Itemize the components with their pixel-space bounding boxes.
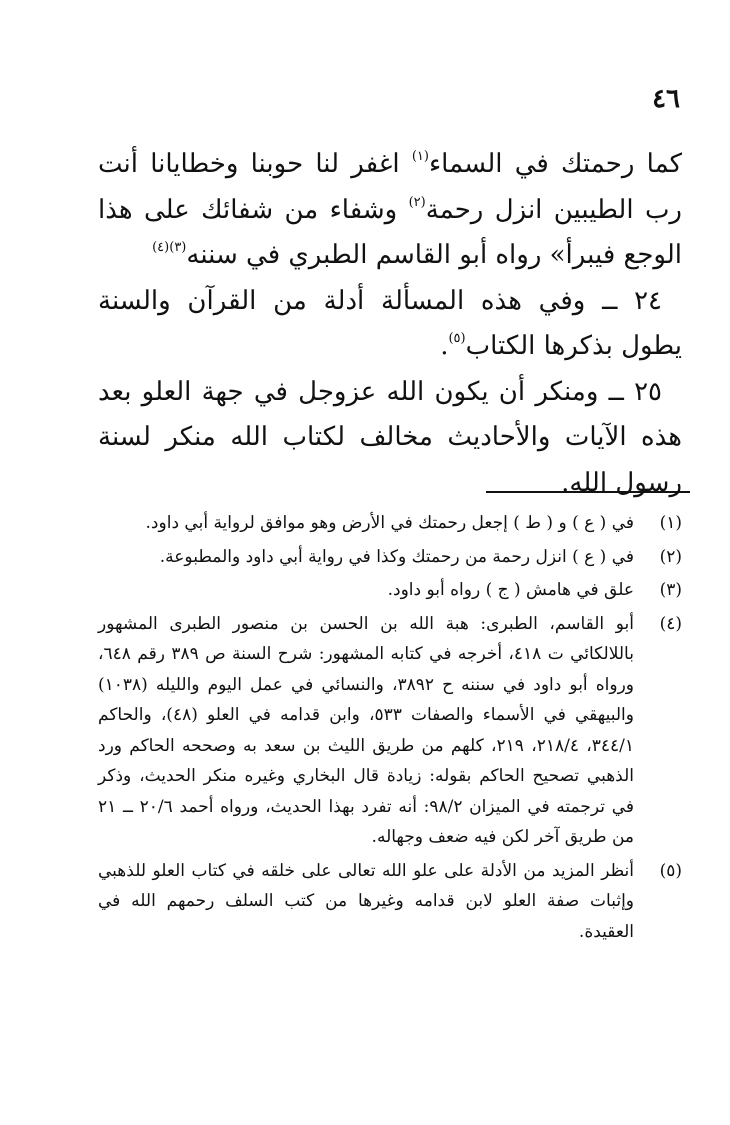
- paragraph-1-part-3: وشفاء من شفائك على هذا الوجع فيبرأ» رواه أبو القاسم الطبري في سننه: [98, 194, 682, 270]
- footnotes: [98, 508, 682, 950]
- paragraph-3-text: ٢٥ ــ ومنكر أن يكون الله عزوجل في جهة العلو بعد هذه الآيات والأحاديث مخالف لكتاب الله منكر لسنة رسول الله.: [98, 376, 682, 498]
- footnote-ref-2: (٢): [408, 194, 426, 210]
- paragraph-2-end: .: [440, 331, 449, 361]
- footnote-5: [98, 856, 682, 948]
- footnote-number: (٥): [659, 860, 682, 881]
- footnote-text: أنظر المزيد من الأدلة على علو الله تعالى على خلقه في كتاب العلو للذهبي وإثبات صفة العلو لابن قدامه وغيرها من كتب السلف رحمهم الله في العقيدة.: [98, 860, 634, 942]
- footnote-number: (٣): [659, 580, 682, 600]
- paragraph-2: [98, 279, 682, 370]
- paragraph-1-part-2: اغفر لنا حوبنا وخطايانا أنت رب الطيبين انزل رحمة: [98, 149, 682, 225]
- footnote-1: [98, 508, 682, 539]
- main-text: [98, 142, 682, 506]
- footnote-text: أبو القاسم، الطبرى: هبة الله بن الحسن بن منصور الطبرى المشهور باللالكائي ت ٤١٨، أخرجه في كتابه المشهور: شرح السنة ص ٣٨٩ رقم ٦٤٨، ورواه أبو داود في سننه ح ٣٨٩٢، والنسائي في عمل اليوم والليله (١٠٣٨) والبيهقي في الأسماء والصفات ٥٣٣، وابن قدامه في العلو (٤٨)، والحاكم ٣٤٤/١، ٢١٨/٤، ٢١٩، كلهم من طريق الليث بن سعد به وصححه الحاكم ورد الذهبي تصحيح الحاكم بقوله: زيادة قال البخاري وغيره منكر الحديث، وذكر في ترجمته في الميزان ٩٨/٢: أنه تفرد بهذا الحديث، ورواه أحمد ٢٠/٦ ــ ٢١ من طريق آخر لكن فيه ضعف وجهاله.: [98, 613, 635, 847]
- page-number: ٤٦: [652, 84, 680, 114]
- footnote-number: (١): [659, 513, 682, 533]
- footnote-text: علق في هامش ( ج ) رواه أبو داود.: [387, 580, 634, 600]
- footnote-number: (٢): [659, 546, 682, 567]
- paragraph-1-part-1: كما رحمتك في السماء: [428, 149, 682, 179]
- footnote-ref-4: (٤): [152, 240, 170, 255]
- footnote-4: [98, 609, 682, 853]
- footnote-separator: [486, 491, 690, 493]
- footnote-2: [98, 542, 682, 573]
- paragraph-1: [98, 142, 682, 279]
- footnote-number: (٤): [659, 613, 682, 634]
- footnote-ref-5: (٥): [448, 331, 466, 346]
- footnote-text: في ( ع ) انزل رحمة من رحمتك وكذا في رواية أبي داود والمطبوعة.: [159, 546, 634, 567]
- footnote-3: [98, 575, 682, 606]
- paragraph-3: [98, 370, 682, 507]
- footnote-ref-1: (١): [411, 149, 429, 164]
- footnote-ref-3: (٣): [169, 240, 187, 255]
- footnote-text: في ( ع ) و ( ط ) إجعل رحمتك في الأرض وهو موافق لرواية أبي داود.: [145, 513, 634, 533]
- paragraph-2-text: ٢٤ ــ وفي هذه المسألة أدلة من القرآن والسنة يطول بذكرها الكتاب: [98, 285, 682, 361]
